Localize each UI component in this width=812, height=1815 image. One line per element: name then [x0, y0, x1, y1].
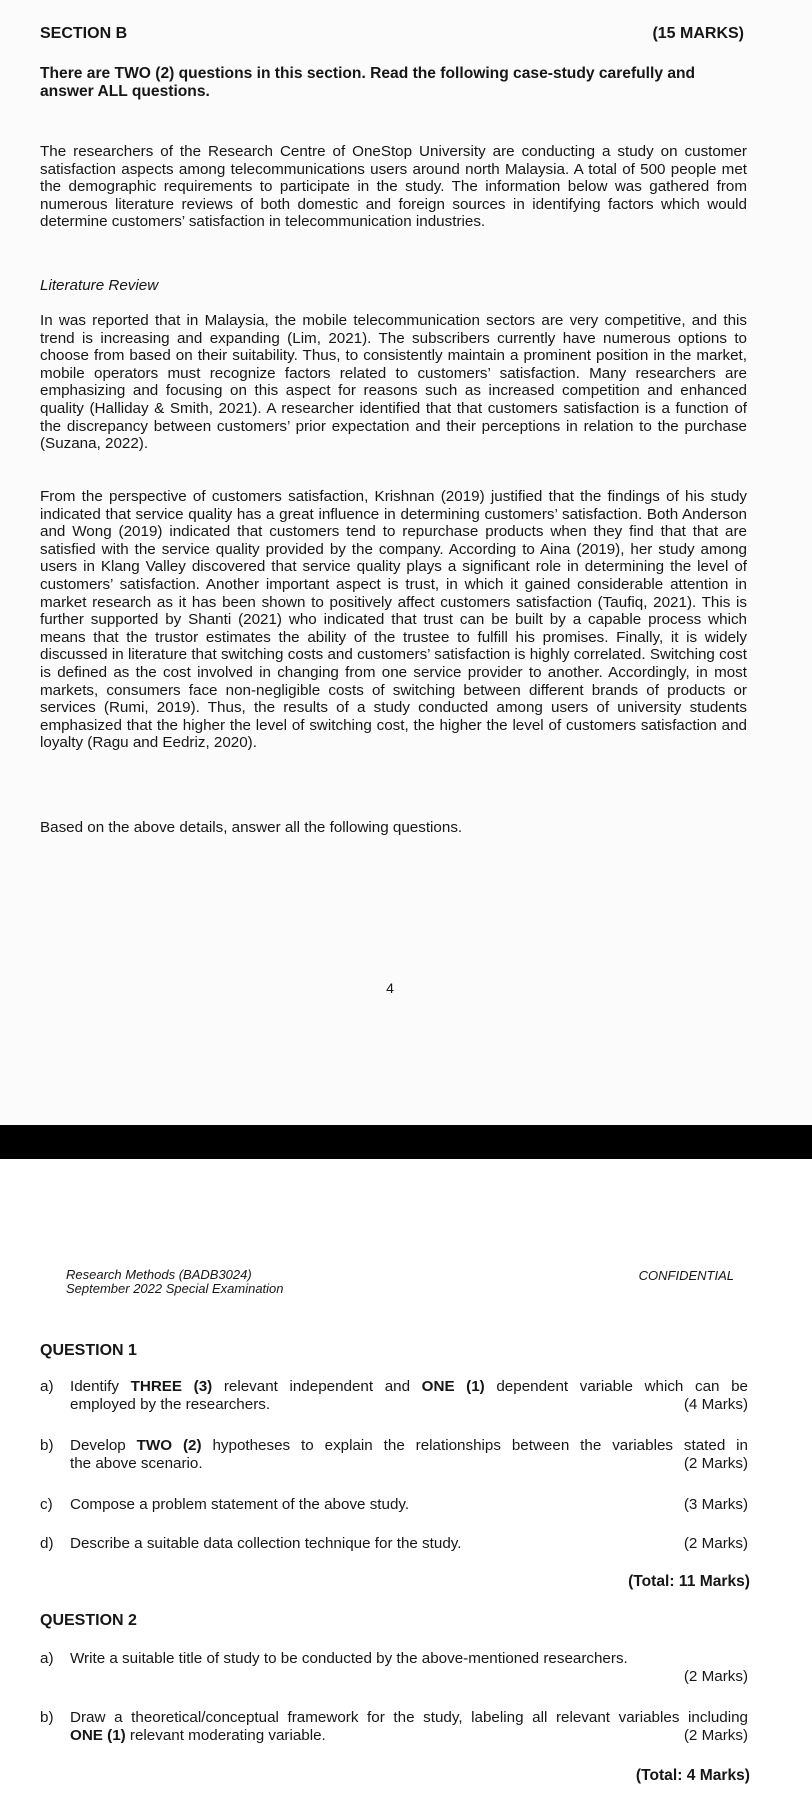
question-2-heading: QUESTION 2	[40, 1612, 137, 1629]
literature-paragraph-1: In was reported that in Malaysia, the mobile telecommunication sectors are very competitive, and this trend is increasing and expanding (Lim, 2021). The subscribers currently have numerous options to choose from based on their suitability. Thus, to consistently maintain a prominent position in the market, mobile operators must recognize factors related to customers’ satisfaction. Many researchers are emphasizing and focusing on this aspect for reasons such as increased competition and enhanced quality (Halliday & Smith, 2021). A researcher identified that that customers satisfaction is a function of the discrepancy between customers’ prior expectation and their perceptions in relation to the purchase (Suzana, 2022).	[40, 312, 747, 453]
item-letter: a)	[40, 1650, 54, 1667]
page-number: 4	[386, 980, 394, 996]
question-2a	[40, 1650, 748, 1685]
question-2b-line-1: Draw a theoretical/conceptual framework for the study, labeling all relevant variables including	[70, 1709, 748, 1726]
question-2b-line-2: ONE (1) relevant moderating variable. (2 Marks)	[70, 1726, 748, 1744]
question-1b-marks: (2 Marks)	[683, 1454, 748, 1472]
question-2b-marks: (2 Marks)	[683, 1726, 748, 1744]
question-2b	[40, 1709, 748, 1744]
literature-review-heading: Literature Review	[40, 277, 159, 294]
question-1c-text: Compose a problem statement of the above study.	[70, 1496, 410, 1513]
item-letter: c)	[40, 1496, 53, 1513]
course-name: Research Methods (BADB3024)	[66, 1267, 252, 1282]
confidential-label: CONFIDENTIAL	[638, 1268, 734, 1283]
case-study-intro: The researchers of the Research Centre of OneStop University are conducting a study on customer satisfaction aspects among telecommunications users around north Malaysia. A total of 500 people met the demographic requirements to participate in the study. The information below was gathered from numerous literature reviews of both domestic and foreign sources in identifying factors which would determine customers’ satisfaction in telecommunication industries.	[40, 143, 747, 231]
question-1d	[40, 1535, 748, 1553]
question-2a-marks: (2 Marks)	[683, 1667, 748, 1685]
question-1b-line-2: the above scenario. (2 Marks)	[70, 1454, 748, 1472]
item-letter: b)	[40, 1437, 54, 1454]
question-1a-line-1: Identify THREE (3) relevant independent and ONE (1) dependent variable which can be	[70, 1378, 748, 1395]
closing-instruction: Based on the above details, answer all the following questions.	[40, 819, 463, 836]
item-letter: d)	[40, 1535, 54, 1552]
question-1c	[40, 1496, 748, 1514]
question-1c-marks: (3 Marks)	[683, 1496, 748, 1513]
question-1-total: (Total: 11 Marks)	[628, 1573, 750, 1590]
section-instructions: There are TWO (2) questions in this section. Read the following case-study carefully and answer ALL questions.	[40, 65, 696, 100]
item-letter: a)	[40, 1378, 54, 1395]
page-separator-bar	[0, 1125, 812, 1159]
section-title: SECTION B	[40, 25, 128, 42]
question-1d-text: Describe a suitable data collection technique for the study.	[70, 1535, 462, 1552]
question-1d-marks: (2 Marks)	[683, 1535, 748, 1552]
item-letter: b)	[40, 1709, 54, 1726]
question-2a-text: Write a suitable title of study to be conducted by the above-mentioned researchers.	[70, 1650, 628, 1667]
question-1b	[40, 1437, 748, 1472]
question-1a	[40, 1378, 748, 1413]
question-1a-marks: (4 Marks)	[683, 1395, 748, 1413]
question-1a-line-2: employed by the researchers. (4 Marks)	[70, 1395, 748, 1413]
exam-session: September 2022 Special Examination	[66, 1281, 284, 1296]
question-2-total: (Total: 4 Marks)	[635, 1767, 750, 1784]
section-marks: (15 MARKS)	[652, 25, 744, 42]
course-header	[66, 1268, 284, 1296]
question-1-heading: QUESTION 1	[40, 1342, 137, 1359]
question-1b-line-1: Develop TWO (2) hypotheses to explain the relationships between the variables stated in	[70, 1437, 748, 1454]
literature-paragraph-2: From the perspective of customers satisfaction, Krishnan (2019) justified that the findings of his study indicated that service quality has a great influence in determining customers’ satisfaction. Both Anderson and Wong (2019) indicated that customers tend to repurchase products when they find that that are satisfied with the service quality provided by the company. According to Aina (2019), her study among users in Klang Valley discovered that service quality plays a significant role in determining the level of customers’ satisfaction. Another important aspect is trust, in which it gained considerable attention in market research as it has been shown to positively affect customers satisfaction (Taufiq, 2021). This is further supported by Shanti (2021) who indicated that trust can be built by a capable process which means that the trustor estimates the ability of the trustee to fulfill his promises. Finally, it is widely discussed in literature that switching costs and customers’ satisfaction is highly correlated. Switching cost is defined as the cost involved in changing from one service provider to another. Accordingly, in most markets, consumers face non-negligible costs of switching between different brands of products or services (Rumi, 2019). Thus, the results of a study conducted among users of university students emphasized that the higher the level of switching cost, the higher the level of customers satisfaction and loyalty (Ragu and Eedriz, 2020).	[40, 488, 747, 752]
